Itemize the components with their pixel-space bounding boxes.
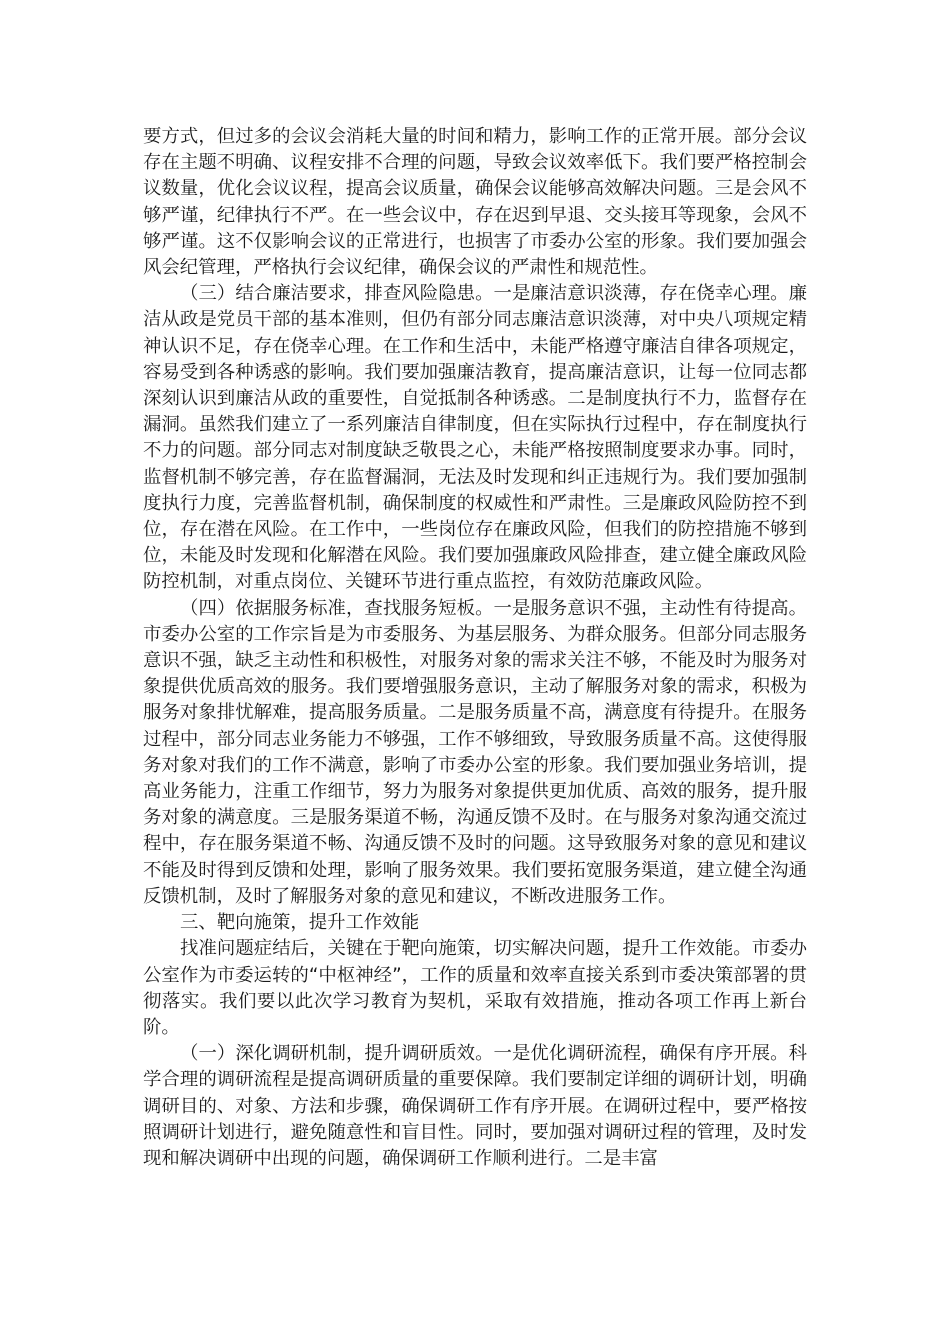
paragraph-intro: 找准问题症结后，关键在于靶向施策，切实解决问题，提升工作效能。市委办公室作为市委运转的“中枢神经”，工作的质量和效率直接关系到市委决策部署的贯彻落实。我们要以此次学习教育为契机，采取有效措施，推动各项工作再上新台阶。 [143,938,807,1038]
paragraph-subsection-1: （一）深化调研机制，提升调研质效。一是优化调研流程，确保有序开展。科学合理的调研流程是提高调研质量的重要保障。我们要制定详细的调研计划，明确调研目的、对象、方法和步骤，确保调研工作有序开展。在调研过程中，要严格按照调研计划进行，避免随意性和盲目性。同时，要加强对调研过程的管理，及时发现和解决调研中出现的问题，确保调研工作顺利进行。二是丰富 [143,1043,807,1169]
document-body [143,124,807,1172]
paragraph-section-4: （四）依据服务标准，查找服务短板。一是服务意识不强，主动性有待提高。市委办公室的工作宗旨是为市委服务、为基层服务、为群众服务。但部分同志服务意识不强，缺乏主动性和积极性，对服务对象的需求关注不够，不能及时为服务对象提供优质高效的服务。我们要增强服务意识，主动了解服务对象的需求，积极为服务对象排忧解难，提高服务质量。二是服务质量不高，满意度有待提升。在服务过程中，部分同志业务能力不够强，工作不够细致，导致服务质量不高。这使得服务对象对我们的工作不满意，影响了市委办公室的形象。我们要加强业务培训，提高业务能力，注重工作细节，努力为服务对象提供更加优质、高效的服务，提升服务对象的满意度。三是服务渠道不畅，沟通反馈不及时。在与服务对象沟通交流过程中，存在服务渠道不畅、沟通反馈不及时的问题。这导致服务对象的意见和建议不能及时得到反馈和处理，影响了服务效果。我们要拓宽服务渠道，建立健全沟通反馈机制，及时了解服务对象的意见和建议，不断改进服务工作。 [143,597,807,907]
paragraph-section-3: （三）结合廉洁要求，排查风险隐患。一是廉洁意识淡薄，存在侥幸心理。廉洁从政是党员干部的基本准则，但仍有部分同志廉洁意识淡薄，对中央八项规定精神认识不足，存在侥幸心理。在工作和生活中，未能严格遵守廉洁自律各项规定，容易受到各种诱惑的影响。我们要加强廉洁教育，提高廉洁意识，让每一位同志都深刻认识到廉洁从政的重要性，自觉抵制各种诱惑。二是制度执行不力，监督存在漏洞。虽然我们建立了一系列廉洁自律制度，但在实际执行过程中，存在制度执行不力的问题。部分同志对制度缺乏敬畏之心，未能严格按照制度要求办事。同时，监督机制不够完善，存在监督漏洞，无法及时发现和纠正违规行为。我们要加强制度执行力度，完善监督机制，确保制度的权威性和严肃性。三是廉政风险防控不到位，存在潜在风险。在工作中，一些岗位存在廉政风险，但我们的防控措施不够到位，未能及时发现和化解潜在风险。我们要加强廉政风险排查，建立健全廉政风险防控机制，对重点岗位、关键环节进行重点监控，有效防范廉政风险。 [143,283,807,593]
section-heading: 三、靶向施策，提升工作效能 [180,912,420,934]
paragraph-continued: 要方式，但过多的会议会消耗大量的时间和精力，影响工作的正常开展。部分会议存在主题不明确、议程安排不合理的问题，导致会议效率低下。我们要严格控制会议数量，优化会议议程，提高会议质量，确保会议能够高效解决问题。三是会风不够严谨，纪律执行不严。在一些会议中，存在迟到早退、交头接耳等现象，会风不够严谨。这不仅影响会议的正常进行，也损害了市委办公室的形象。我们要加强会风会纪管理，严格执行会议纪律，确保会议的严肃性和规范性。 [143,126,807,279]
